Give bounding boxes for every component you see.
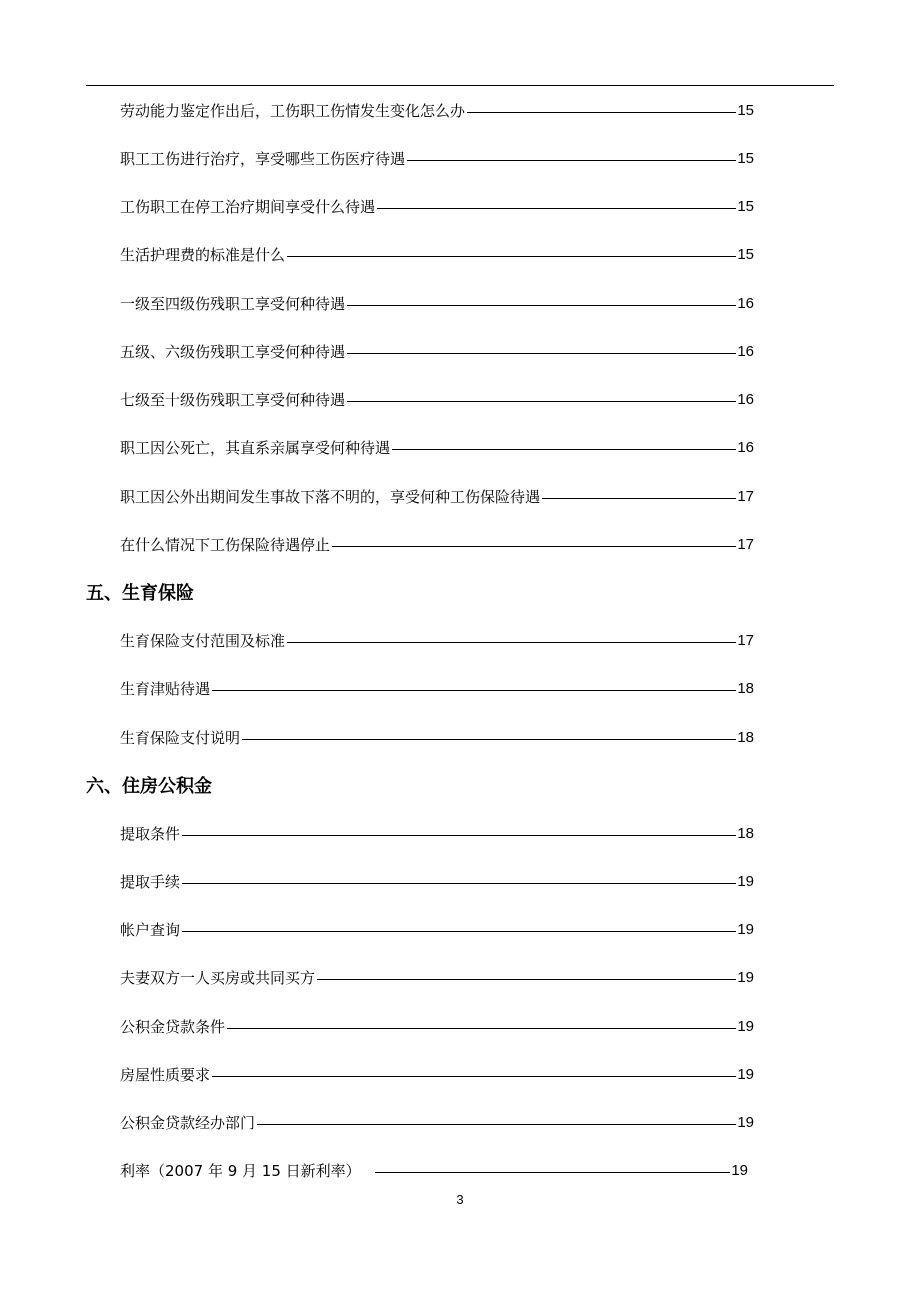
toc-leader-line bbox=[542, 498, 736, 499]
toc-entry-title: 公积金贷款经办部门 bbox=[120, 1114, 256, 1132]
toc-entry[interactable] bbox=[120, 535, 754, 555]
toc-entry[interactable] bbox=[120, 920, 754, 940]
toc-leader-line bbox=[377, 208, 736, 209]
toc-entry[interactable] bbox=[120, 631, 754, 651]
toc-leader-line bbox=[467, 112, 736, 113]
toc-entry[interactable] bbox=[120, 149, 754, 169]
toc-entry-title: 提取手续 bbox=[120, 873, 181, 891]
toc-entry-page: 16 bbox=[737, 295, 754, 312]
toc-entry[interactable] bbox=[120, 342, 754, 362]
toc-entry-title: 夫妻双方一人买房或共同买方 bbox=[120, 969, 316, 987]
toc-leader-line bbox=[182, 931, 736, 932]
toc-entry[interactable] bbox=[120, 1161, 748, 1181]
toc-entry[interactable] bbox=[120, 390, 754, 410]
toc-entry-title: 生育保险支付说明 bbox=[120, 729, 241, 747]
toc-entry[interactable] bbox=[120, 101, 754, 121]
toc-entry-page: 19 bbox=[737, 1114, 754, 1131]
toc-entry[interactable] bbox=[120, 294, 754, 314]
toc-leader-line bbox=[227, 1028, 736, 1029]
toc-leader-line bbox=[182, 883, 736, 884]
toc-entry-title: 七级至十级伤残职工享受何种待遇 bbox=[120, 391, 346, 409]
toc-leader-line bbox=[407, 160, 736, 161]
toc-entry-title: 生育津贴待遇 bbox=[120, 680, 211, 698]
toc-entry[interactable] bbox=[120, 1065, 754, 1085]
toc-entry[interactable] bbox=[120, 1113, 754, 1133]
toc-leader-line bbox=[242, 739, 736, 740]
toc-entry-title: 生活护理费的标准是什么 bbox=[120, 246, 286, 264]
toc-entry-title: 五级、六级伤残职工享受何种待遇 bbox=[120, 343, 346, 361]
toc-entry[interactable] bbox=[120, 1017, 754, 1037]
toc-leader-line bbox=[347, 353, 736, 354]
toc-entry[interactable] bbox=[120, 679, 754, 699]
toc-entry-title: 职工工伤进行治疗，享受哪些工伤医疗待遇 bbox=[120, 150, 406, 168]
toc-entry[interactable] bbox=[120, 968, 754, 988]
toc-leader-line bbox=[392, 449, 736, 450]
toc-entry-page: 16 bbox=[737, 343, 754, 360]
toc-entry-title: 帐户查询 bbox=[120, 921, 181, 939]
toc-leader-line bbox=[257, 1124, 736, 1125]
toc-leader-line bbox=[375, 1172, 731, 1173]
toc-entry[interactable] bbox=[120, 438, 754, 458]
toc-entry-title: 提取条件 bbox=[120, 825, 181, 843]
toc-leader-line bbox=[212, 690, 736, 691]
toc-entry-page: 17 bbox=[737, 488, 754, 505]
header-rule bbox=[86, 85, 834, 86]
toc-leader-line bbox=[347, 401, 736, 402]
toc-entry-page: 19 bbox=[737, 873, 754, 890]
toc-entry-page: 18 bbox=[737, 825, 754, 842]
toc-entry-title: 劳动能力鉴定作出后，工伤职工伤情发生变化怎么办 bbox=[120, 102, 466, 120]
section-heading-housing-fund[interactable]: 六、住房公积金 bbox=[86, 776, 212, 797]
toc-entry-page: 19 bbox=[737, 969, 754, 986]
toc-leader-line bbox=[332, 546, 736, 547]
toc-entry-page: 19 bbox=[737, 921, 754, 938]
toc-entry[interactable] bbox=[120, 872, 754, 892]
toc-entry-page: 18 bbox=[737, 680, 754, 697]
toc-entry-page: 19 bbox=[737, 1066, 754, 1083]
toc-leader-line bbox=[287, 256, 736, 257]
toc-entry-page: 17 bbox=[737, 632, 754, 649]
toc-entry-page: 15 bbox=[737, 150, 754, 167]
toc-entry[interactable] bbox=[120, 245, 754, 265]
toc-entry-title: 生育保险支付范围及标准 bbox=[120, 632, 286, 650]
toc-entry-title: 职工因公外出期间发生事故下落不明的，享受何种工伤保险待遇 bbox=[120, 488, 541, 506]
toc-leader-line bbox=[317, 979, 736, 980]
toc-entry-title: 职工因公死亡，其直系亲属享受何种待遇 bbox=[120, 439, 391, 457]
toc-leader-line bbox=[287, 642, 736, 643]
toc-entry-page: 16 bbox=[737, 439, 754, 456]
toc-entry[interactable] bbox=[120, 728, 754, 748]
toc-entry-page: 16 bbox=[737, 391, 754, 408]
toc-entry-page: 18 bbox=[737, 729, 754, 746]
toc-leader-line bbox=[182, 835, 736, 836]
toc-leader-line bbox=[212, 1076, 736, 1077]
toc-leader-line bbox=[347, 305, 736, 306]
section-heading-maternity-insurance[interactable]: 五、生育保险 bbox=[86, 583, 194, 604]
toc-entry-page: 15 bbox=[737, 198, 754, 215]
toc-entry-page: 19 bbox=[737, 1018, 754, 1035]
toc-entry-page: 15 bbox=[737, 102, 754, 119]
toc-entry-title: 利率（2007 年 9 月 15 日新利率） bbox=[120, 1162, 361, 1180]
toc-entry[interactable] bbox=[120, 487, 754, 507]
toc-entry-page: 19 bbox=[731, 1162, 748, 1179]
toc-entry-title: 在什么情况下工伤保险待遇停止 bbox=[120, 536, 331, 554]
toc-entry[interactable] bbox=[120, 824, 754, 844]
toc-entry[interactable] bbox=[120, 197, 754, 217]
toc-entry-page: 17 bbox=[737, 536, 754, 553]
toc-entry-title: 公积金贷款条件 bbox=[120, 1018, 226, 1036]
toc-entry-page: 15 bbox=[737, 246, 754, 263]
toc-entry-title: 工伤职工在停工治疗期间享受什么待遇 bbox=[120, 198, 376, 216]
toc-entry-title: 房屋性质要求 bbox=[120, 1066, 211, 1084]
page-number: 3 bbox=[456, 1192, 464, 1207]
toc-entry-title: 一级至四级伤残职工享受何种待遇 bbox=[120, 295, 346, 313]
